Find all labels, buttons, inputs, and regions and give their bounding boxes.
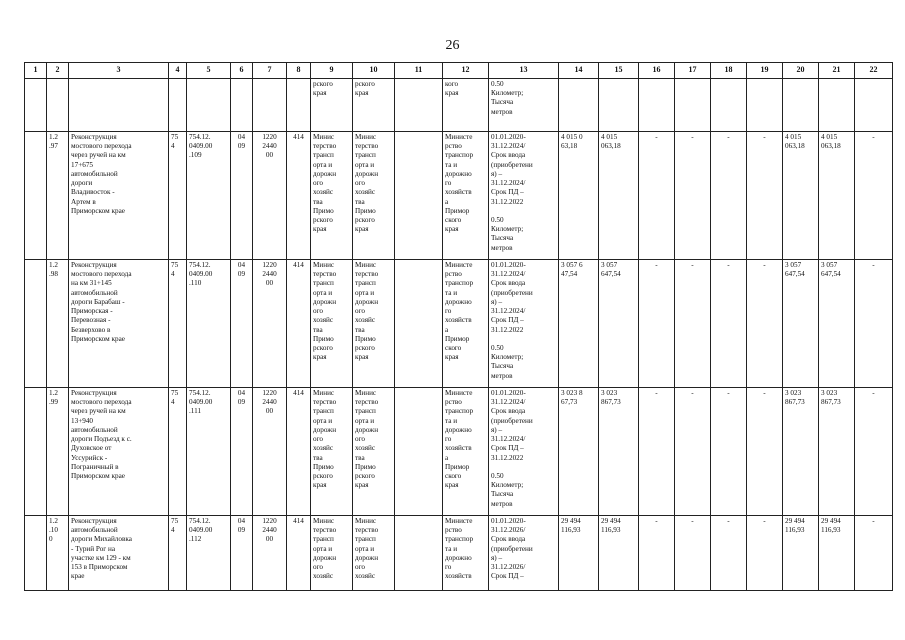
cell-text: - xyxy=(872,261,875,269)
cell-text: 414 xyxy=(293,133,304,141)
table-cell-col-5 xyxy=(187,132,231,260)
table-cell-col-4 xyxy=(169,79,187,132)
table-cell-col-4 xyxy=(169,388,187,516)
table-cell-col-16 xyxy=(639,132,675,260)
table-cell-col-10 xyxy=(353,516,395,591)
table-cell-col-14 xyxy=(559,260,599,388)
cell-text: - xyxy=(655,389,658,397)
cell-text: 3 057 647,54 xyxy=(821,261,841,279)
cell-text: 414 xyxy=(293,389,304,397)
col-header: 2 xyxy=(47,63,69,79)
table-cell-col-5 xyxy=(187,388,231,516)
cell-text: - xyxy=(763,517,766,525)
table-cell-col-14 xyxy=(559,388,599,516)
cell-text: - xyxy=(691,261,694,269)
table-cell-col-19 xyxy=(747,516,783,591)
table-cell-col-19 xyxy=(747,132,783,260)
table-cell-col-3 xyxy=(69,388,169,516)
col-header: 21 xyxy=(819,63,855,79)
table-cell-col-13 xyxy=(489,260,559,388)
table-cell-col-8 xyxy=(287,516,311,591)
cell-text: 29 494 116,93 xyxy=(785,517,805,535)
table-cell-col-14 xyxy=(559,132,599,260)
cell-text: - xyxy=(691,389,694,397)
table-cell-col-2 xyxy=(47,388,69,516)
cell-text: 01.01.2020- 31.12.2024/ Срок ввода (приобретени я) – 31.12.2024/ Срок ПД – 31.12.2022 0.50 Километр; Тысяча метров xyxy=(491,133,533,252)
cell-text: - xyxy=(727,389,730,397)
table-cell-col-6 xyxy=(231,79,253,132)
table-cell-col-17 xyxy=(675,516,711,591)
table-cell-col-13 xyxy=(489,516,559,591)
cell-text: - xyxy=(763,389,766,397)
cell-text: - xyxy=(655,261,658,269)
table-cell-col-3 xyxy=(69,132,169,260)
table-cell-col-16 xyxy=(639,388,675,516)
cell-text: 04 09 xyxy=(237,133,246,151)
cell-text: Минис терство трансп орта и дорожн ого хозяйс тва Примо рского края xyxy=(313,261,337,362)
cell-text: - xyxy=(727,133,730,141)
cell-text: 1.2 .98 xyxy=(49,261,58,279)
cell-text: 3 057 6 47,54 xyxy=(561,261,583,279)
cell-text: - xyxy=(763,133,766,141)
col-header: 17 xyxy=(675,63,711,79)
cell-text: - xyxy=(691,133,694,141)
cell-text: 3 023 867,73 xyxy=(601,389,621,407)
table-cell-col-2 xyxy=(47,260,69,388)
table-cell-col-21 xyxy=(819,132,855,260)
table-cell-col-17 xyxy=(675,79,711,132)
table-cell-col-22 xyxy=(855,260,893,388)
cell-text: 04 09 xyxy=(237,517,246,535)
col-header: 3 xyxy=(69,63,169,79)
cell-text: 29 494 116,93 xyxy=(601,517,621,535)
cell-text: 1220 2440 00 xyxy=(262,261,277,288)
table-cell-col-11 xyxy=(395,260,443,388)
table-cell-col-21 xyxy=(819,388,855,516)
table-cell-col-15 xyxy=(599,260,639,388)
cell-text: Минис терство трансп орта и дорожн ого хозяйс xyxy=(355,517,379,581)
table-cell-col-1 xyxy=(25,516,47,591)
table-cell-col-18 xyxy=(711,79,747,132)
table-cell-col-20 xyxy=(783,516,819,591)
cell-text: 414 xyxy=(293,517,304,525)
cell-text: 1220 2440 00 xyxy=(262,133,277,160)
cell-text: Реконструкция мостового перехода через ручей на км 13+940 автомобильной дороги Подъезд к с. Духовское от Уссурийск - Пограничный в Приморском крае xyxy=(71,389,132,480)
cell-text: 75 4 xyxy=(171,261,179,279)
table-cell-col-18 xyxy=(711,388,747,516)
cell-text: 754.12. 0409.00 .109 xyxy=(189,133,213,160)
cell-text: - xyxy=(655,517,658,525)
table-cell-col-5 xyxy=(187,516,231,591)
cell-text: Реконструкция мостового перехода на км 31+145 автомобильной дороги Барабаш - Приморская - Перевозная - Безверхово в Приморском крае xyxy=(71,261,132,343)
table-cell-col-22 xyxy=(855,388,893,516)
table-cell-col-20 xyxy=(783,260,819,388)
table-cell-col-19 xyxy=(747,79,783,132)
cell-text: 3 057 647,54 xyxy=(785,261,805,279)
cell-text: 3 023 8 67,73 xyxy=(561,389,583,407)
cell-text: рского края xyxy=(313,80,333,98)
table-cell-col-21 xyxy=(819,260,855,388)
table-cell-col-5 xyxy=(187,79,231,132)
table-cell-col-1 xyxy=(25,79,47,132)
cell-text: 754.12. 0409.00 .111 xyxy=(189,389,213,416)
table-cell-col-6 xyxy=(231,260,253,388)
table-cell-col-10 xyxy=(353,132,395,260)
cell-text: - xyxy=(691,517,694,525)
cell-text: - xyxy=(872,517,875,525)
table-cell-col-4 xyxy=(169,260,187,388)
col-header: 6 xyxy=(231,63,253,79)
table-cell-col-18 xyxy=(711,516,747,591)
table-cell-col-11 xyxy=(395,388,443,516)
table-row xyxy=(25,516,893,591)
cell-text: 3 023 867,73 xyxy=(821,389,841,407)
table-cell-col-20 xyxy=(783,388,819,516)
table-cell-col-11 xyxy=(395,79,443,132)
table-cell-col-12 xyxy=(443,260,489,388)
cell-text: 4 015 063,18 xyxy=(785,133,805,151)
cell-text: 04 09 xyxy=(237,389,246,407)
table-cell-col-15 xyxy=(599,132,639,260)
table-cell-col-16 xyxy=(639,79,675,132)
table-cell-col-2 xyxy=(47,516,69,591)
col-header: 20 xyxy=(783,63,819,79)
cell-text: Реконструкция мостового перехода через ручей на км 17+675 автомобильной дороги Владивосток - Артем в Приморском крае xyxy=(71,133,132,215)
cell-text: 29 494 116,93 xyxy=(821,517,841,535)
cell-text: 754.12. 0409.00 .110 xyxy=(189,261,213,288)
cell-text: 4 015 063,18 xyxy=(601,133,621,151)
table-cell-col-20 xyxy=(783,132,819,260)
table-cell-col-16 xyxy=(639,516,675,591)
table-cell-col-18 xyxy=(711,132,747,260)
table-cell-col-6 xyxy=(231,388,253,516)
cell-text: 414 xyxy=(293,261,304,269)
table-cell-col-17 xyxy=(675,132,711,260)
table-cell-col-14 xyxy=(559,516,599,591)
cell-text: Минис терство трансп орта и дорожн ого хозяйс xyxy=(313,517,337,581)
table-cell-col-9 xyxy=(311,260,353,388)
cell-text: 01.01.2020- 31.12.2024/ Срок ввода (приобретени я) – 31.12.2024/ Срок ПД – 31.12.2022 0.50 Километр; Тысяча метров xyxy=(491,389,533,508)
col-header: 10 xyxy=(353,63,395,79)
table-cell-col-19 xyxy=(747,260,783,388)
table-cell-col-20 xyxy=(783,79,819,132)
col-header: 8 xyxy=(287,63,311,79)
table-cell-col-10 xyxy=(353,260,395,388)
table-cell-col-19 xyxy=(747,388,783,516)
col-header: 5 xyxy=(187,63,231,79)
table-cell-col-15 xyxy=(599,79,639,132)
col-header: 12 xyxy=(443,63,489,79)
table-row xyxy=(25,79,893,132)
table-row xyxy=(25,388,893,516)
cell-text: 29 494 116,93 xyxy=(561,517,581,535)
table-cell-col-7 xyxy=(253,79,287,132)
cell-text: 01.01.2020- 31.12.2026/ Срок ввода (приобретени я) – 31.12.2026/ Срок ПД – xyxy=(491,517,533,581)
table-cell-col-12 xyxy=(443,516,489,591)
cell-text: 75 4 xyxy=(171,389,179,407)
table-cell-col-22 xyxy=(855,132,893,260)
cell-text: Минис терство трансп орта и дорожн ого хозяйс тва Примо рского края xyxy=(313,133,337,234)
cell-text: Реконструкция автомобильной дороги Михайловка - Турий Рог на участке км 129 - км 153 в Приморском крае xyxy=(71,517,132,581)
col-header: 14 xyxy=(559,63,599,79)
cell-text: Министе рство транспор та и дорожно го хозяйств а Примор ского края xyxy=(445,261,474,362)
col-header: 19 xyxy=(747,63,783,79)
table-cell-col-17 xyxy=(675,260,711,388)
col-header: 18 xyxy=(711,63,747,79)
col-header: 11 xyxy=(395,63,443,79)
cell-text: Министе рство транспор та и дорожно го хозяйств а Примор ского края xyxy=(445,389,474,490)
table-cell-col-1 xyxy=(25,260,47,388)
table-cell-col-3 xyxy=(69,516,169,591)
table-cell-col-9 xyxy=(311,516,353,591)
col-header: 7 xyxy=(253,63,287,79)
cell-text: 1.2 .97 xyxy=(49,133,58,151)
cell-text: 1.2 .99 xyxy=(49,389,58,407)
cell-text: Минис терство трансп орта и дорожн ого хозяйс тва Примо рского края xyxy=(355,261,379,362)
cell-text: - xyxy=(727,261,730,269)
table-cell-col-12 xyxy=(443,388,489,516)
col-header: 9 xyxy=(311,63,353,79)
table-cell-col-16 xyxy=(639,260,675,388)
cell-text: 3 023 867,73 xyxy=(785,389,805,407)
table-cell-col-18 xyxy=(711,260,747,388)
table-cell-col-10 xyxy=(353,388,395,516)
col-header: 16 xyxy=(639,63,675,79)
cell-text: 75 4 xyxy=(171,133,179,151)
investment-table xyxy=(24,62,893,591)
table-cell-col-4 xyxy=(169,516,187,591)
cell-text: - xyxy=(872,389,875,397)
cell-text: Минис терство трансп орта и дорожн ого хозяйс тва Примо рского края xyxy=(313,389,337,490)
cell-text: 3 057 647,54 xyxy=(601,261,621,279)
table-cell-col-12 xyxy=(443,79,489,132)
cell-text: - xyxy=(872,133,875,141)
cell-text: Министе рство транспор та и дорожно го хозяйств а Примор ского края xyxy=(445,133,474,234)
cell-text: 04 09 xyxy=(237,261,246,279)
table-cell-col-17 xyxy=(675,388,711,516)
table-cell-col-15 xyxy=(599,516,639,591)
header-row xyxy=(25,63,893,79)
table-cell-col-22 xyxy=(855,516,893,591)
table-cell-col-2 xyxy=(47,132,69,260)
table-cell-col-2 xyxy=(47,79,69,132)
table-cell-col-1 xyxy=(25,132,47,260)
table-cell-col-3 xyxy=(69,260,169,388)
table-cell-col-4 xyxy=(169,132,187,260)
table-cell-col-15 xyxy=(599,388,639,516)
col-header: 22 xyxy=(855,63,893,79)
table-cell-col-6 xyxy=(231,516,253,591)
table-row xyxy=(25,132,893,260)
table-cell-col-13 xyxy=(489,79,559,132)
cell-text: 4 015 0 63,18 xyxy=(561,133,583,151)
table-cell-col-12 xyxy=(443,132,489,260)
col-header: 15 xyxy=(599,63,639,79)
col-header: 1 xyxy=(25,63,47,79)
table-cell-col-5 xyxy=(187,260,231,388)
table-cell-col-14 xyxy=(559,79,599,132)
cell-text: 4 015 063,18 xyxy=(821,133,841,151)
table-cell-col-22 xyxy=(855,79,893,132)
cell-text: 754.12. 0409.00 .112 xyxy=(189,517,213,544)
cell-text: 1220 2440 00 xyxy=(262,517,277,544)
table-cell-col-11 xyxy=(395,132,443,260)
cell-text: - xyxy=(727,517,730,525)
table-cell-col-8 xyxy=(287,260,311,388)
table-cell-col-9 xyxy=(311,388,353,516)
cell-text: 75 4 xyxy=(171,517,179,535)
table-cell-col-9 xyxy=(311,132,353,260)
table-cell-col-8 xyxy=(287,79,311,132)
table-cell-col-9 xyxy=(311,79,353,132)
table-cell-col-6 xyxy=(231,132,253,260)
cell-text: рского края xyxy=(355,80,375,98)
cell-text: 1220 2440 00 xyxy=(262,389,277,416)
cell-text: Минис терство трансп орта и дорожн ого хозяйс тва Примо рского края xyxy=(355,389,379,490)
table-cell-col-13 xyxy=(489,388,559,516)
cell-text: - xyxy=(763,261,766,269)
cell-text: Минис терство трансп орта и дорожн ого хозяйс тва Примо рского края xyxy=(355,133,379,234)
cell-text: 0.50 Километр; Тысяча метров xyxy=(491,80,524,116)
table-cell-col-3 xyxy=(69,79,169,132)
cell-text: кого края xyxy=(445,80,459,98)
table-cell-col-21 xyxy=(819,516,855,591)
col-header: 13 xyxy=(489,63,559,79)
table-cell-col-21 xyxy=(819,79,855,132)
table-cell-col-7 xyxy=(253,388,287,516)
table-cell-col-7 xyxy=(253,132,287,260)
cell-text: 1.2 .10 0 xyxy=(49,517,58,544)
table-cell-col-13 xyxy=(489,132,559,260)
cell-text: 01.01.2020- 31.12.2024/ Срок ввода (приобретени я) – 31.12.2024/ Срок ПД – 31.12.2022 0.50 Километр; Тысяча метров xyxy=(491,261,533,380)
table-cell-col-7 xyxy=(253,260,287,388)
table-cell-col-1 xyxy=(25,388,47,516)
table-cell-col-8 xyxy=(287,132,311,260)
table-cell-col-8 xyxy=(287,388,311,516)
table-cell-col-7 xyxy=(253,516,287,591)
cell-text: - xyxy=(655,133,658,141)
col-header: 4 xyxy=(169,63,187,79)
cell-text: Министе рство транспор та и дорожно го хозяйств xyxy=(445,517,474,581)
table-cell-col-11 xyxy=(395,516,443,591)
page-number: 26 xyxy=(445,38,460,53)
table-row xyxy=(25,260,893,388)
table-cell-col-10 xyxy=(353,79,395,132)
